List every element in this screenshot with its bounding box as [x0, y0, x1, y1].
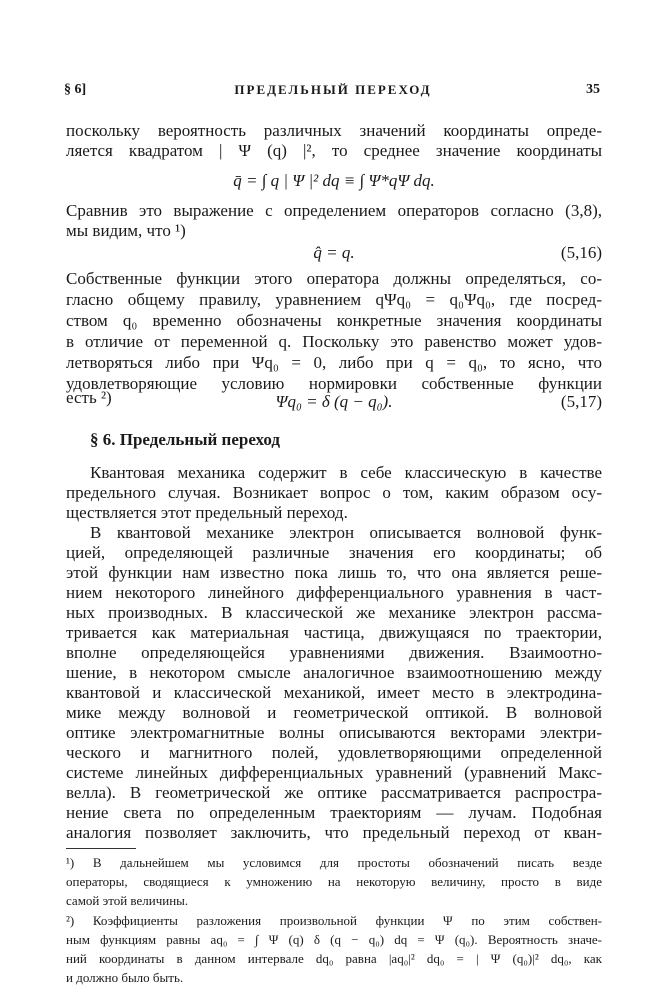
text-line: мы видим, что ¹) [66, 221, 186, 240]
body-line: велла). В геометрической же оптике рассматривается распростра- [66, 783, 602, 802]
text-line: Собственные функции этого оператора должны определяться, со- [66, 269, 602, 288]
text-line: есть ²) [66, 388, 112, 407]
footnote-line: и должно было быть. [66, 970, 184, 985]
body-line: нение света по определенным траекториям — лучам. Подобная [66, 803, 602, 822]
text-line: в отличие от переменной q. Поскольку это равенство может удов- [66, 332, 602, 351]
equation-number: (5,17) [560, 392, 602, 411]
footnote-line: операторы, сводящиеся к умножению на некоторую величину, просто в виде [66, 874, 602, 889]
section-heading: § 6. Предельный переход [90, 430, 280, 449]
equation-formula: Ψq₀ = δ (q − q₀). [275, 392, 393, 411]
body-line: квантовой и классической механикой, имеет место в электродина- [66, 683, 602, 702]
text-line: поскольку вероятность различных значений координаты опреде- [66, 121, 602, 140]
text-line: ством q₀ временно обозначены конкретные значения координаты [66, 311, 602, 330]
body-line: В квантовой механике электрон описывается волновой функ- [90, 523, 602, 542]
body-line: Квантовая механика содержит в себе классическую в качестве [90, 463, 602, 482]
body-line: нием некоторого линейного дифференциального уравнения в част- [66, 583, 602, 602]
footnote-line: ¹) В дальнейшем мы условимся для простоты обозначений писать везде [66, 855, 602, 870]
body-line: ных производных. В классической же механике электрон рассма- [66, 603, 602, 622]
text-line: удовлетворяющие условию нормировки собственные функции [66, 374, 602, 393]
page-number: 35 [586, 82, 600, 97]
footnote-line: ²) Коэффициенты разложения произвольной функции Ψ по этим собствен- [66, 913, 602, 928]
equation-formula: q̂ = q. [313, 243, 355, 262]
body-line: мике между волновой и геометрической оптикой. В волновой [66, 703, 602, 722]
body-line: цией, определяющей различные значения его координаты; об [66, 543, 602, 562]
header-section: § 6] [64, 82, 87, 97]
text-line: гласно общему правилу, уравнением qΨq₀ = q₀Ψq₀, где посред- [66, 290, 602, 309]
footnote-line: ний координаты в данном интервале dq₀ равна |aq₀|² dq₀ = | Ψ (q₀)|² dq₀, как [66, 951, 602, 966]
body-line: вполне определяющейся уравнениями движения. Взаимоотно- [66, 643, 602, 662]
body-line: тривается как материальная частица, движущаяся по траектории, [66, 623, 602, 642]
body-line: системе линейных дифференциальных уравнений (уравнений Макс- [66, 763, 602, 782]
text-line: летворяться либо при Ψq₀ = 0, либо при q = q₀, то ясно, что [66, 353, 602, 372]
text-line: ляется квадратом | Ψ (q) |², то среднее значение координаты [66, 141, 602, 160]
body-line: ческого и магнитного полей, удовлетворяющими определенной [66, 743, 602, 762]
footnote-line: ным функциям равны aq₀ = ∫ Ψ (q) δ (q − q₀) dq = Ψ (q₀). Вероятность значе- [66, 932, 602, 947]
body-line: оптике электромагнитные волны описываются векторами электри- [66, 723, 602, 742]
body-line: этой функции нам известно пока лишь то, что она является реше- [66, 563, 602, 582]
equation-number: (5,16) [560, 243, 602, 262]
body-line: аналогия позволяет заключить, что предельный переход от кван- [66, 823, 602, 842]
equation-mean-q: q̄ = ∫ q | Ψ |² dq ≡ ∫ Ψ*qΨ dq. [233, 171, 435, 190]
body-line: предельного случая. Возникает вопрос о том, каким образом осу- [66, 483, 602, 502]
body-line: шение, в некотором смысле аналогичное взаимоотношению между [66, 663, 602, 682]
footnote-line: самой этой величины. [66, 893, 189, 908]
body-line: ществляется этот предельный переход. [66, 503, 348, 522]
footnote-divider [66, 848, 136, 849]
text-line: Сравнив это выражение с определением операторов согласно (3,8), [66, 201, 602, 220]
header-title: ПРЕДЕЛЬНЫЙ ПЕРЕХОД [234, 82, 432, 97]
